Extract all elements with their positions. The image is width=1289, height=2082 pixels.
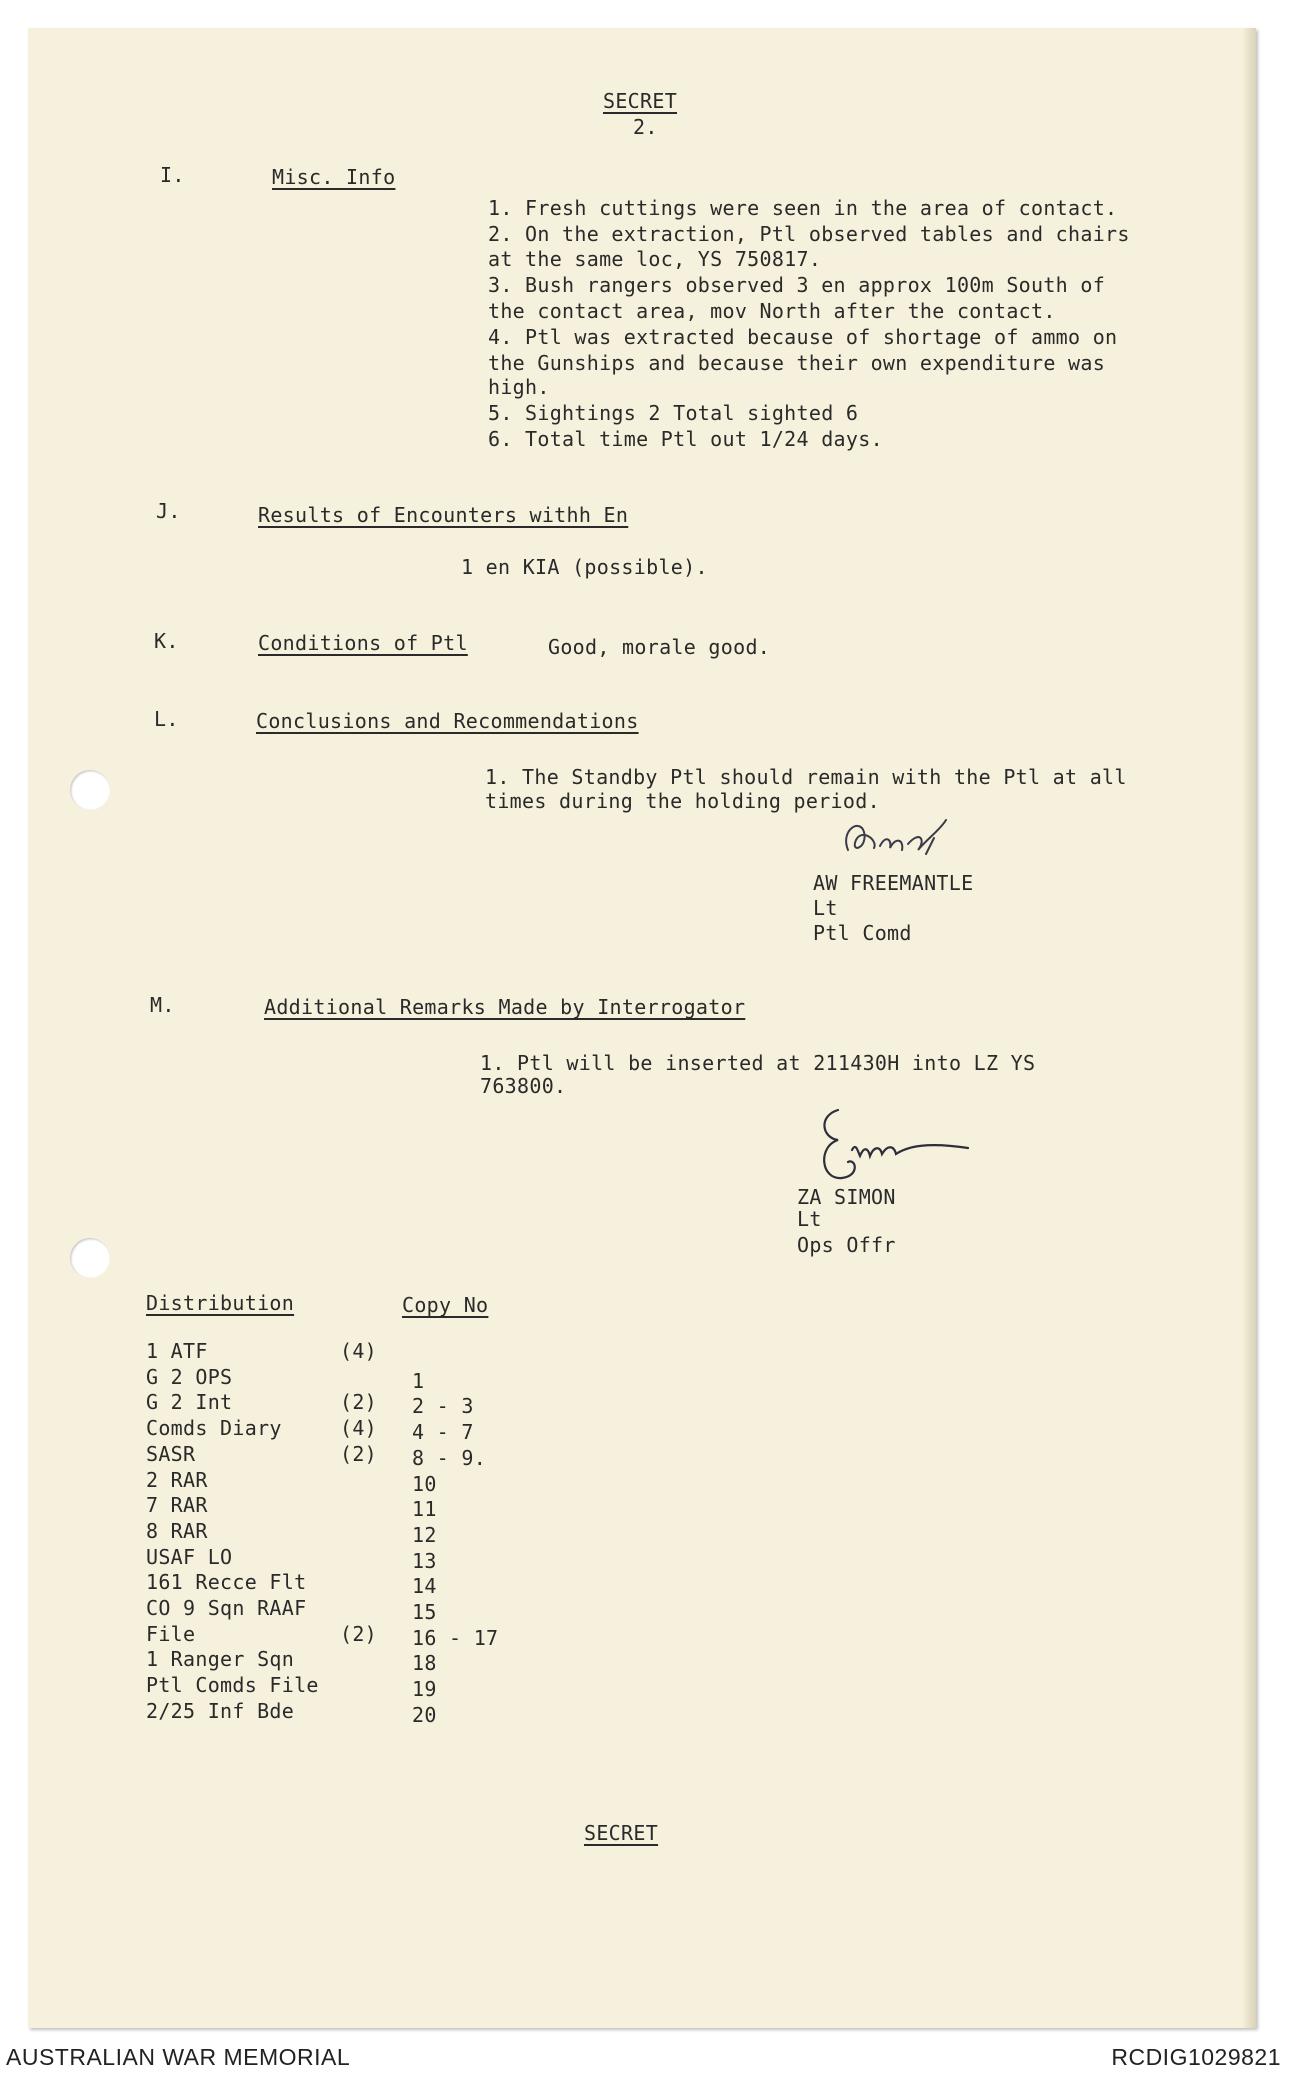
distribution-recipient: G 2 OPS: [146, 1365, 233, 1389]
misc-info-line: 4. Ptl was extracted because of shortage of ammo on: [488, 325, 1118, 349]
distribution-copy-no: 2 - 3: [412, 1394, 474, 1418]
distribution-copy-no: 1: [412, 1369, 425, 1393]
distribution-recipient: G 2 Int: [146, 1390, 233, 1414]
misc-info-line: 2. On the extraction, Ptl observed tables and chairs: [488, 222, 1130, 246]
distribution-recipient: 1 Ranger Sqn: [146, 1647, 295, 1671]
distribution-recipient: USAF LO: [146, 1545, 233, 1569]
conclusion-line-1: 1. The Standby Ptl should remain with the Ptl at all: [485, 765, 1127, 789]
distribution-recipient: CO 9 Sqn RAAF: [146, 1596, 307, 1620]
copy-no-heading: Copy No: [402, 1293, 489, 1317]
punch-hole: [70, 1238, 110, 1278]
freemantle-signature: [830, 810, 970, 870]
distribution-qty: (2): [340, 1442, 378, 1466]
section-heading-additional-remarks: Additional Remarks Made by Interrogator: [264, 995, 746, 1019]
archive-record-id: RCDIG1029821: [1111, 2044, 1281, 2070]
classification-footer: SECRET: [584, 1821, 659, 1845]
distribution-copy-no: 8 - 9.: [412, 1446, 487, 1470]
remarks-line-2: 763800.: [480, 1074, 567, 1098]
signatory-rank-freemantle: Lt: [813, 896, 838, 920]
distribution-recipient: 7 RAR: [146, 1493, 208, 1517]
distribution-recipient: 2/25 Inf Bde: [146, 1699, 295, 1723]
archive-source-label: AUSTRALIAN WAR MEMORIAL: [6, 2044, 351, 2070]
distribution-copy-no: 4 - 7: [412, 1420, 474, 1444]
section-letter-l: L.: [154, 707, 179, 731]
distribution-copy-no: 15: [412, 1600, 437, 1624]
distribution-copy-no: 18: [412, 1651, 437, 1675]
distribution-copy-no: 14: [412, 1574, 437, 1598]
section-letter-m: M.: [150, 993, 175, 1017]
distribution-qty: (4): [340, 1339, 378, 1363]
distribution-heading: Distribution: [146, 1291, 295, 1315]
distribution-copy-no: 11: [412, 1497, 437, 1521]
conclusion-line-2: times during the holding period.: [485, 789, 880, 813]
signatory-rank-simon: Lt: [797, 1207, 822, 1231]
distribution-qty: (4): [340, 1416, 378, 1440]
distribution-copy-no: 10: [412, 1472, 437, 1496]
signatory-name-freemantle: AW FREEMANTLE: [813, 871, 974, 895]
results-text: 1 en KIA (possible).: [461, 555, 708, 579]
remarks-line-1: 1. Ptl will be inserted at 211430H into LZ YS: [480, 1051, 1036, 1075]
distribution-recipient: 1 ATF: [146, 1339, 208, 1363]
misc-info-line: 5. Sightings 2 Total sighted 6: [488, 401, 859, 425]
section-letter-i: I.: [160, 163, 185, 187]
misc-info-line: high.: [488, 375, 550, 399]
section-heading-conclusions: Conclusions and Recommendations: [256, 709, 639, 733]
misc-info-line: 1. Fresh cuttings were seen in the area of contact.: [488, 196, 1118, 220]
distribution-recipient: 8 RAR: [146, 1519, 208, 1543]
distribution-copy-no: 19: [412, 1677, 437, 1701]
distribution-recipient: File: [146, 1622, 196, 1646]
distribution-recipient: Comds Diary: [146, 1416, 282, 1440]
distribution-qty: (2): [340, 1622, 378, 1646]
page-number: 2.: [633, 115, 658, 139]
distribution-qty: (2): [340, 1390, 378, 1414]
distribution-copy-no: 20: [412, 1703, 437, 1727]
misc-info-line: the Gunships and because their own expenditure was: [488, 351, 1106, 375]
misc-info-line: at the same loc, YS 750817.: [488, 247, 822, 271]
conditions-text: Good, morale good.: [548, 635, 771, 659]
distribution-recipient: Ptl Comds File: [146, 1673, 319, 1697]
signatory-role-simon: Ops Offr: [797, 1233, 896, 1257]
simon-signature: [808, 1102, 978, 1192]
classification-header: SECRET: [603, 89, 678, 113]
section-heading-results: Results of Encounters withh En: [258, 503, 629, 527]
misc-info-line: the contact area, mov North after the contact.: [488, 299, 1056, 323]
section-letter-j: J.: [156, 499, 181, 523]
distribution-copy-no: 16 - 17: [412, 1626, 499, 1650]
distribution-copy-no: 12: [412, 1523, 437, 1547]
section-letter-k: K.: [154, 629, 179, 653]
distribution-recipient: 2 RAR: [146, 1468, 208, 1492]
section-heading-misc-info: Misc. Info: [272, 165, 396, 189]
signatory-name-simon: ZA SIMON: [797, 1185, 896, 1209]
signatory-role-freemantle: Ptl Comd: [813, 921, 912, 945]
distribution-copy-no: 13: [412, 1549, 437, 1573]
misc-info-line: 3. Bush rangers observed 3 en approx 100m South of: [488, 273, 1106, 297]
punch-hole: [70, 770, 110, 810]
section-heading-conditions: Conditions of Ptl: [258, 631, 468, 655]
misc-info-line: 6. Total time Ptl out 1/24 days.: [488, 427, 883, 451]
distribution-recipient: 161 Recce Flt: [146, 1570, 307, 1594]
distribution-recipient: SASR: [146, 1442, 196, 1466]
